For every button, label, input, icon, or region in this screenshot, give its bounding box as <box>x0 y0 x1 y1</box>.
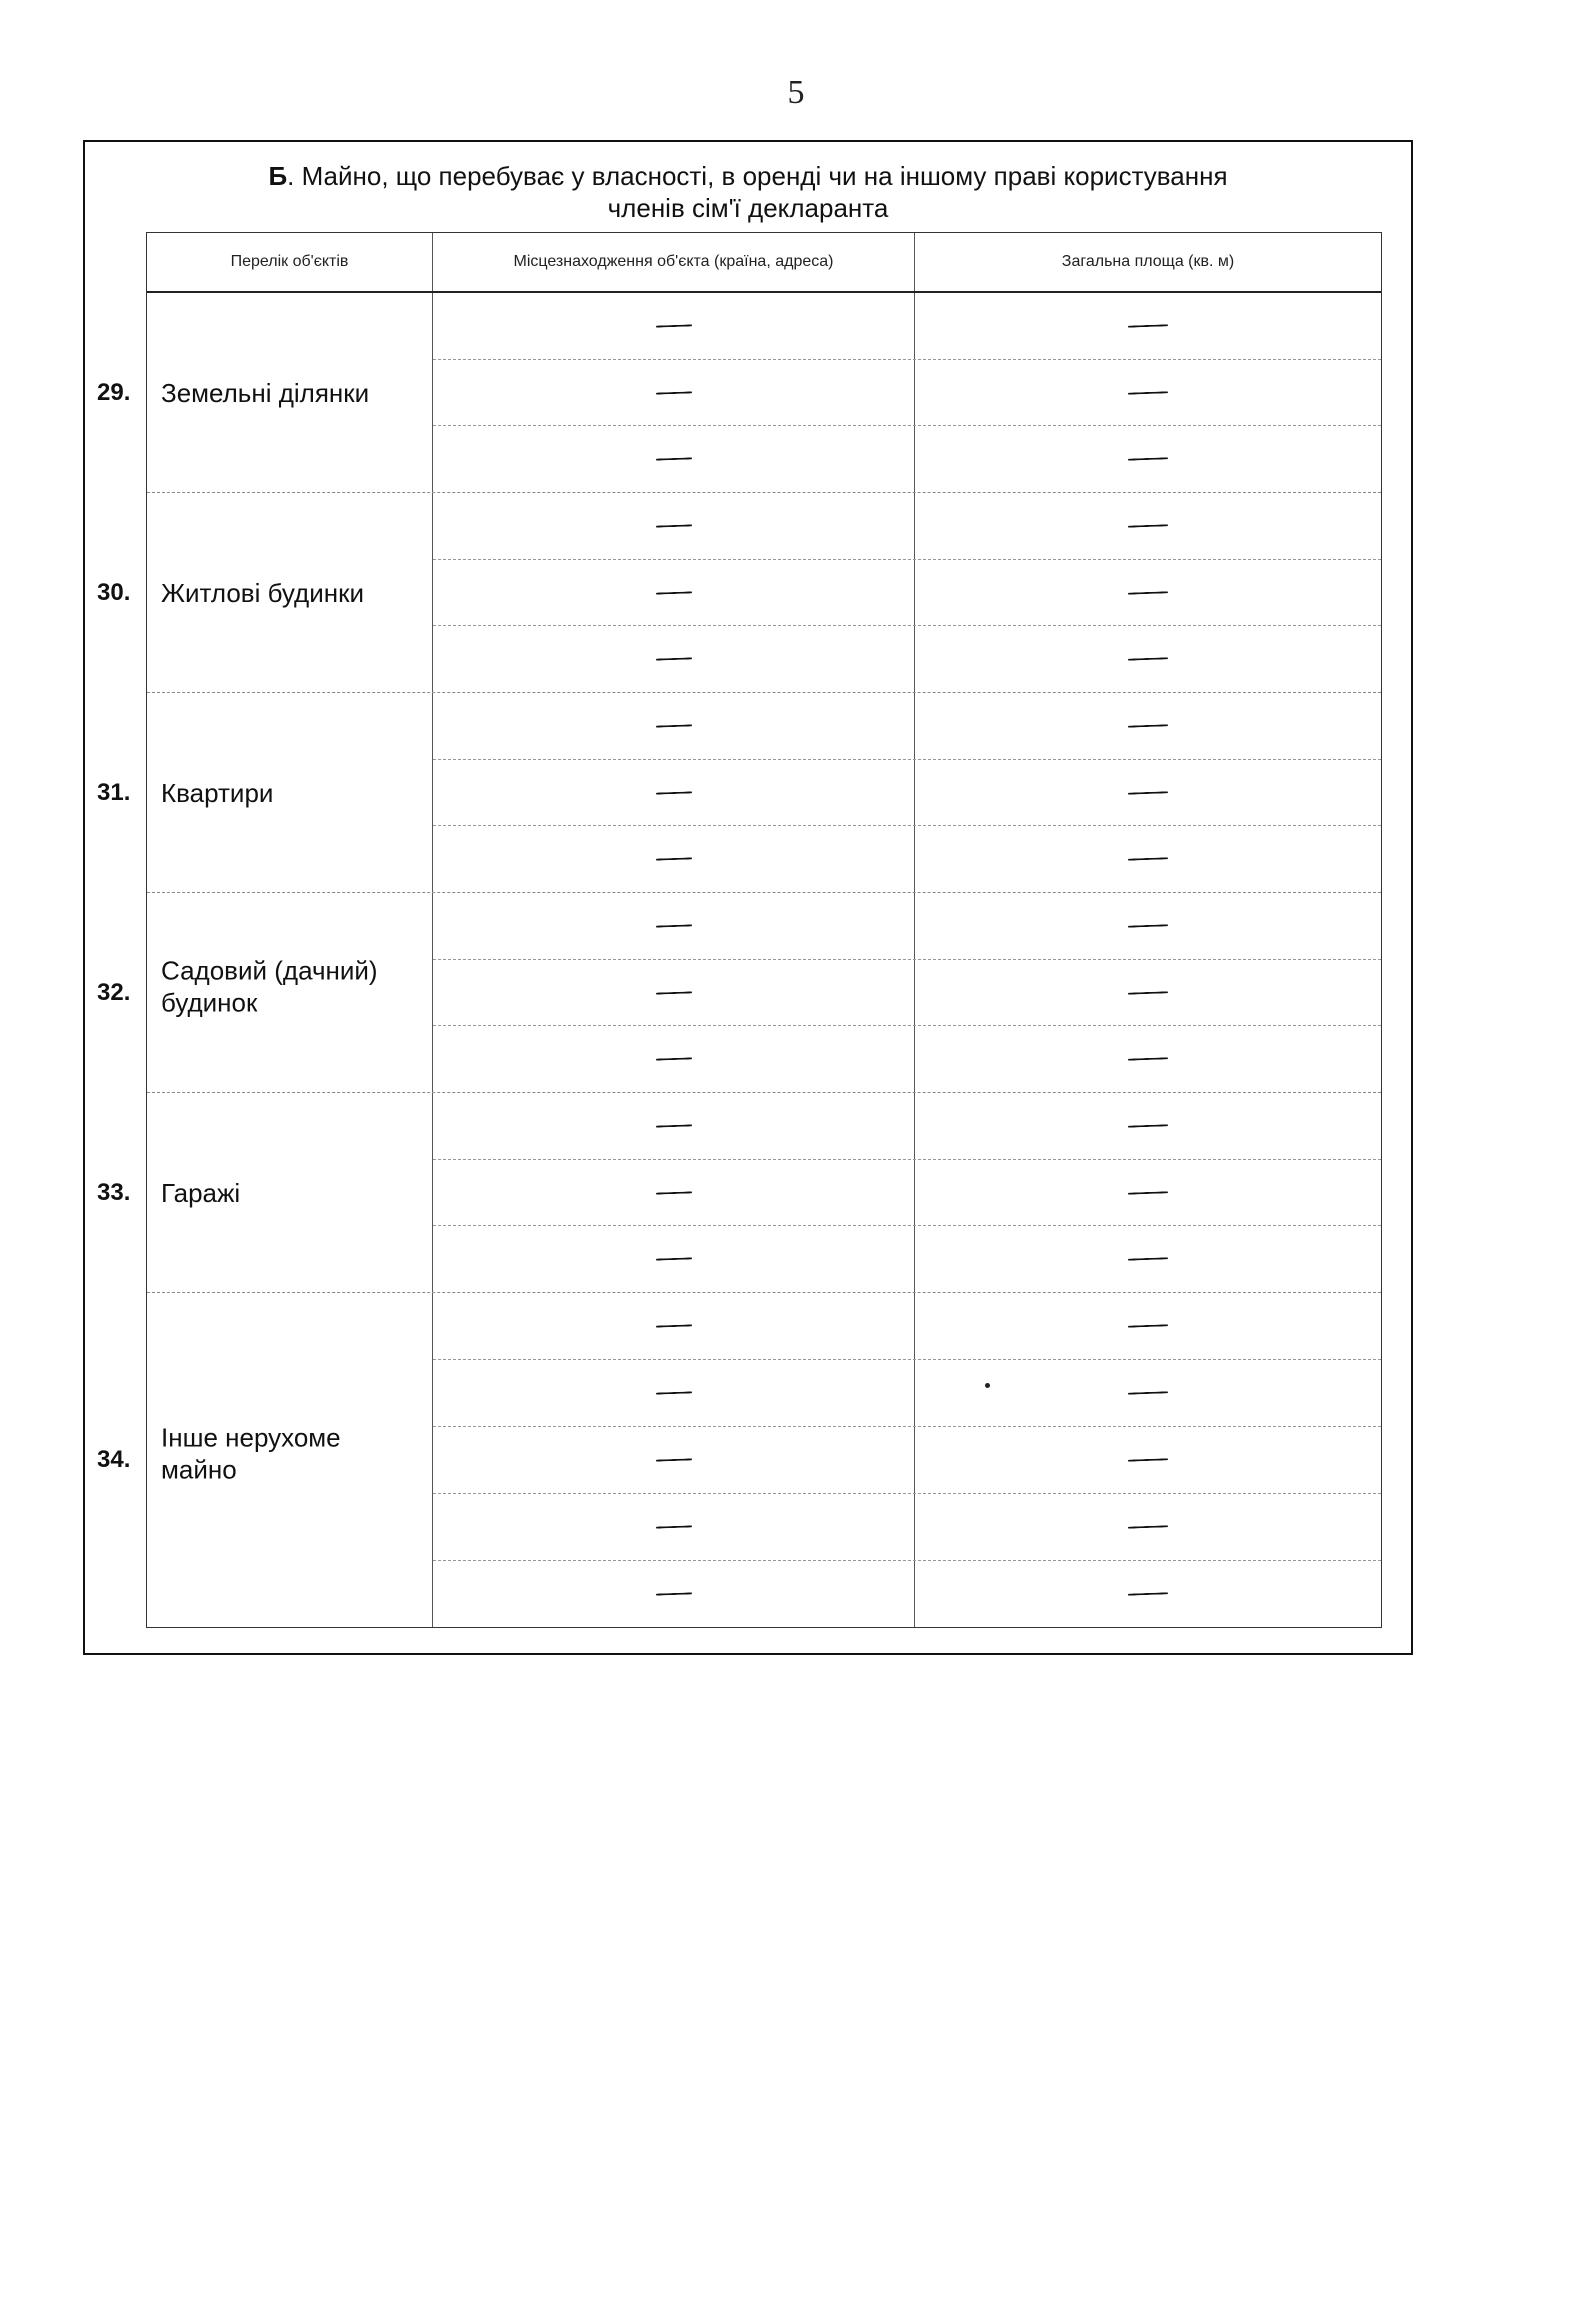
area-cell <box>915 1160 1381 1226</box>
table-row <box>433 1360 1381 1427</box>
group-name-cell <box>97 893 433 1092</box>
location-cell <box>433 1427 915 1493</box>
group-label: Житлові будинки <box>161 577 365 608</box>
handwritten-dash <box>1128 1124 1168 1127</box>
handwritten-dash <box>1128 591 1168 594</box>
location-cell <box>433 1160 915 1226</box>
area-cell <box>915 1293 1381 1359</box>
area-cell <box>915 1561 1381 1627</box>
handwritten-dash <box>1128 457 1168 460</box>
handwritten-dash <box>655 1592 691 1595</box>
area-cell <box>915 893 1381 959</box>
area-cell <box>915 626 1381 692</box>
handwritten-dash <box>1128 724 1168 727</box>
handwritten-dash <box>655 524 691 527</box>
group-rows <box>433 693 1381 892</box>
group-number: 29. <box>97 378 131 406</box>
handwritten-dash <box>655 458 691 461</box>
handwritten-dash <box>655 324 691 327</box>
area-cell <box>915 293 1381 359</box>
table-row <box>433 426 1381 492</box>
table-row <box>433 1026 1381 1092</box>
header-area: Загальна площа (кв. м) <box>1061 253 1235 270</box>
section-title <box>85 160 1411 224</box>
handwritten-dash <box>1128 1324 1168 1327</box>
header-location: Місцезнаходження об'єкта (країна, адреса) <box>433 233 915 291</box>
handwritten-dash <box>1128 857 1168 860</box>
handwritten-dash <box>655 858 691 861</box>
location-cell <box>433 560 915 626</box>
handwritten-dash <box>1128 524 1168 527</box>
group-name-cell <box>97 1093 433 1292</box>
location-cell <box>433 826 915 892</box>
table-body <box>97 293 1381 1627</box>
area-cell <box>915 826 1381 892</box>
property-group <box>97 493 1381 693</box>
handwritten-dash <box>655 724 691 727</box>
location-cell <box>433 493 915 559</box>
handwritten-dash <box>1128 791 1168 794</box>
section-letter: Б <box>268 161 288 191</box>
handwritten-dash <box>655 391 691 394</box>
area-cell <box>915 960 1381 1026</box>
handwritten-dash <box>655 924 691 927</box>
handwritten-dash <box>1128 991 1168 994</box>
handwritten-dash <box>1128 324 1168 327</box>
group-rows <box>433 293 1381 492</box>
location-cell <box>433 1494 915 1560</box>
property-table <box>97 232 1382 1628</box>
group-name-cell <box>97 293 433 492</box>
location-cell <box>433 1293 915 1359</box>
table-row <box>433 693 1381 760</box>
area-cell <box>915 1026 1381 1092</box>
handwritten-dash <box>655 1124 691 1127</box>
table-row <box>433 1093 1381 1160</box>
ink-speck <box>985 1383 990 1388</box>
property-group <box>97 293 1381 493</box>
location-cell <box>433 360 915 426</box>
group-label: Земельні ділянки <box>161 377 370 408</box>
table-row <box>433 493 1381 560</box>
group-number: 30. <box>97 578 131 606</box>
area-cell <box>915 560 1381 626</box>
location-cell <box>433 1561 915 1627</box>
group-rows <box>433 1293 1381 1627</box>
location-cell <box>433 1026 915 1092</box>
page-number: 5 <box>787 74 805 111</box>
area-cell <box>915 1093 1381 1159</box>
handwritten-dash <box>655 791 691 794</box>
handwritten-dash <box>655 991 691 994</box>
location-cell <box>433 893 915 959</box>
table-row <box>433 1293 1381 1360</box>
area-cell <box>915 1360 1381 1426</box>
table-row <box>433 893 1381 960</box>
handwritten-dash <box>1128 391 1168 394</box>
table-row <box>433 1226 1381 1292</box>
group-rows <box>433 893 1381 1092</box>
group-rows <box>433 1093 1381 1292</box>
area-cell <box>915 1427 1381 1493</box>
handwritten-dash <box>655 1391 691 1394</box>
handwritten-dash <box>1128 924 1168 927</box>
property-group <box>97 893 1381 1093</box>
location-cell <box>433 626 915 692</box>
table-row <box>433 760 1381 827</box>
header-objects: Перелік об'єктів <box>147 233 433 291</box>
group-number: 31. <box>97 778 131 806</box>
table-header <box>147 233 1381 293</box>
handwritten-dash <box>655 1525 691 1528</box>
table-row <box>433 626 1381 692</box>
table-row <box>433 1427 1381 1494</box>
property-group <box>97 1093 1381 1293</box>
location-cell <box>433 693 915 759</box>
table-row <box>433 1561 1381 1627</box>
table-row <box>433 1160 1381 1227</box>
location-cell <box>433 426 915 492</box>
group-label: Інше нерухоме майно <box>161 1422 341 1485</box>
location-cell <box>433 293 915 359</box>
group-name-cell <box>97 693 433 892</box>
handwritten-dash <box>1128 1525 1168 1528</box>
area-cell <box>915 760 1381 826</box>
group-name-cell <box>97 493 433 692</box>
area-cell <box>915 426 1381 492</box>
group-name-cell <box>97 1293 433 1627</box>
table-row <box>433 360 1381 427</box>
table-row <box>433 960 1381 1027</box>
group-number: 34. <box>97 1446 131 1473</box>
handwritten-dash <box>655 1324 691 1327</box>
handwritten-dash <box>1128 1257 1168 1260</box>
group-label: Квартири <box>161 777 274 808</box>
handwritten-dash <box>1128 1391 1168 1394</box>
location-cell <box>433 1360 915 1426</box>
section-frame <box>83 140 1413 1655</box>
handwritten-dash <box>655 1458 691 1461</box>
area-cell <box>915 360 1381 426</box>
group-label: Гаражі <box>161 1177 241 1208</box>
handwritten-dash <box>655 1258 691 1261</box>
property-group <box>97 1293 1381 1627</box>
handwritten-dash <box>1128 1592 1168 1595</box>
group-rows <box>433 493 1381 692</box>
location-cell <box>433 960 915 1026</box>
table-row <box>433 1494 1381 1561</box>
area-cell <box>915 1226 1381 1292</box>
table-row <box>433 293 1381 360</box>
table-row <box>433 826 1381 892</box>
area-cell <box>915 693 1381 759</box>
table-row <box>433 560 1381 627</box>
handwritten-dash <box>655 658 691 661</box>
area-cell <box>915 493 1381 559</box>
location-cell <box>433 1226 915 1292</box>
group-label: Садовий (дачний) будинок <box>161 955 378 1018</box>
group-number: 33. <box>97 1178 131 1206</box>
area-cell <box>915 1494 1381 1560</box>
handwritten-dash <box>1128 1191 1168 1194</box>
section-title-line2: членів сім'ї декларанта <box>607 193 889 223</box>
section-title-text: . Майно, що перебуває у власності, в оренді чи на іншому праві користування <box>287 161 1228 191</box>
location-cell <box>433 1093 915 1159</box>
handwritten-dash <box>655 591 691 594</box>
location-cell <box>433 760 915 826</box>
handwritten-dash <box>655 1191 691 1194</box>
handwritten-dash <box>1128 657 1168 660</box>
property-group <box>97 693 1381 893</box>
handwritten-dash <box>655 1058 691 1061</box>
group-number: 32. <box>97 978 131 1006</box>
handwritten-dash <box>1128 1458 1168 1461</box>
handwritten-dash <box>1128 1057 1168 1060</box>
